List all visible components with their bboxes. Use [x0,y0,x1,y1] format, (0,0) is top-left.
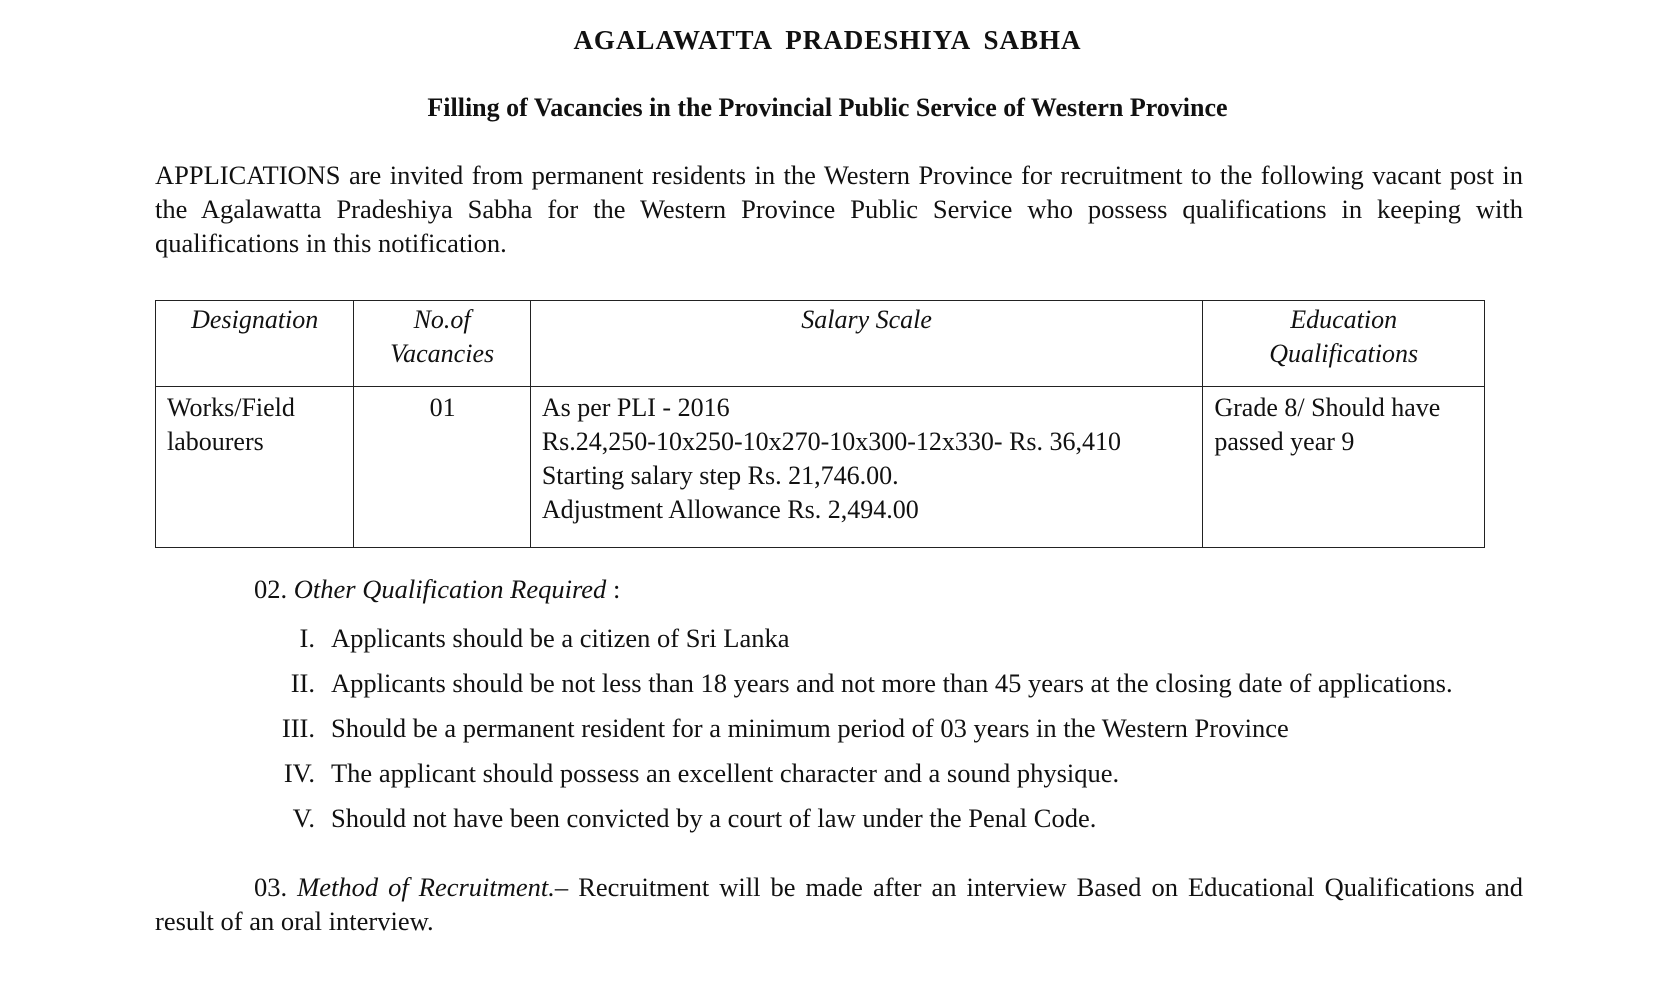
list-item-number: II. [290,668,315,698]
vacancy-table [155,300,1485,548]
header-vacancies [354,301,530,387]
list-item [255,800,1453,845]
section-2-heading [254,574,620,605]
list-item-text: Applicants should be a citizen of Sri Lanka [331,623,790,653]
section-2-suffix: : [612,574,621,604]
salary-line: Adjustment Allowance Rs. 2,494.00 [541,495,919,524]
list-item [255,710,1453,755]
list-item [255,755,1453,800]
header-education [1203,301,1485,387]
salary-line: Starting salary step Rs. 21,746.00. [541,461,899,490]
header-education-line1: Education [1290,305,1398,334]
table-header-row [156,301,1485,387]
header-education-line2: Qualifications [1269,339,1419,368]
cell-vacancies: 01 [354,387,530,548]
notice-subtitle: Filling of Vacancies in the Provincial Public Service of Western Province [427,93,1228,122]
list-item-text: Should not have been convicted by a court of law under the Penal Code. [331,803,1097,833]
list-item-text: The applicant should possess an excellent character and a sound physique. [331,758,1120,788]
list-item-text: Applicants should be not less than 18 years and not more than 45 years at the closing date of applications. [331,668,1453,698]
cell-designation: Works/Field labourers [156,387,354,548]
cell-education: Grade 8/ Should have passed year 9 [1203,387,1485,548]
section-3-paragraph [155,870,1523,938]
list-item [255,620,1453,665]
header-salary-scale: Salary Scale [530,301,1203,387]
section-3-text: – Recruitment will be made after an interview Based on Educational Qualifications and result of an oral interview. [155,872,1523,936]
header-vacancies-line2: Vacancies [390,339,495,368]
list-item-text: Should be a permanent resident for a minimum period of 03 years in the Western Province [331,713,1289,743]
list-item-number: I. [299,623,315,653]
section-2-title: Other Qualification Required [293,574,607,604]
salary-line: Rs.24,250-10x250-10x270-10x300-12x330- Rs. 36,410 [541,427,1122,456]
section-2-number: 02. [254,574,288,604]
list-item-number: V. [292,803,315,833]
intro-paragraph: APPLICATIONS are invited from permanent residents in the Western Province for recruitment to the following vacant post in the Agalawatta Pradeshiya Sabha for the Western Province Public Service who possess qualifications in keeping with qualifications in this notification. [155,160,1523,258]
organization-title: AGALAWATTA PRADESHIYA SABHA [573,25,1082,55]
cell-salary-scale [530,387,1203,548]
salary-line: As per PLI - 2016 [541,393,730,422]
table-row [156,387,1485,548]
list-item [255,665,1453,710]
qualifications-list [255,620,1453,845]
list-item-number: III. [281,713,315,743]
header-vacancies-line1: No.of [413,305,471,334]
list-item-number: IV. [283,758,315,788]
section-3-number: 03. [254,872,288,902]
section-3-title: Method of Recruitment. [297,872,555,902]
header-designation: Designation [156,301,354,387]
